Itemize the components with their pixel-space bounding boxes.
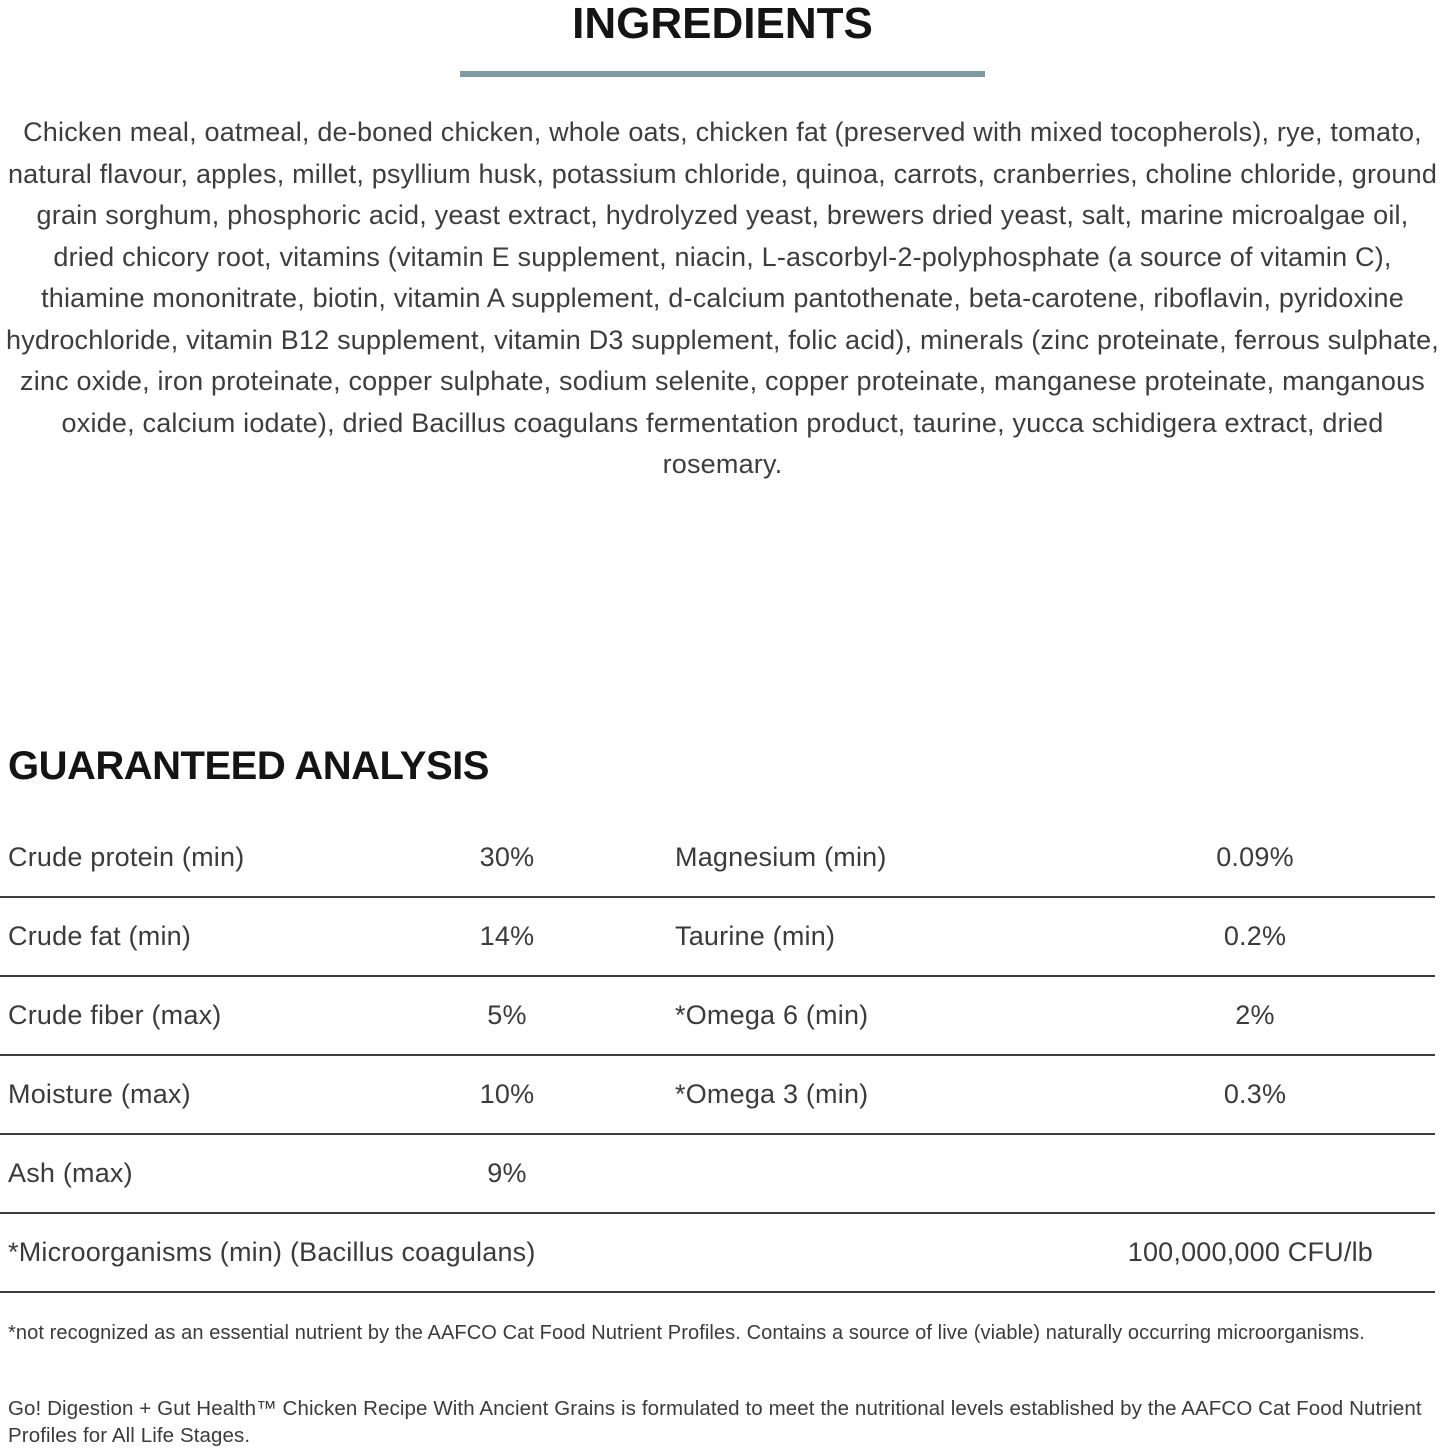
- nutrient-label: *Omega 6 (min): [675, 999, 869, 1030]
- nutrient-value: 2%: [1235, 999, 1275, 1030]
- nutrient-value: 5%: [487, 999, 527, 1030]
- ingredients-list-text: Chicken meal, oatmeal, de-boned chicken, whole oats, chicken fat (preserved with mixed tocopherols), rye, tomato, natural flavour, apples, millet, psyllium husk, potassium chloride, quinoa, carrots, cranberries, choline chloride, ground grain sorghum, phosphoric acid, yeast extract, hydrolyzed yeast, brewers dried yeast, salt, marine microalgae oil, dried chicory root, vitamins (vitamin E supplement, niacin, L-ascorbyl-2-polyphosphate (a source of vitamin C), thiamine mononitrate, biotin, vitamin A supplement, d-calcium pantothenate, beta-carotene, riboflavin, pyridoxine hydrochloride, vitamin B12 supplement, vitamin D3 supplement, folic acid), minerals (zinc proteinate, ferrous sulphate, zinc oxide, iron proteinate, copper sulphate, sodium selenite, copper proteinate, manganese proteinate, manganous oxide, calcium iodate), dried Bacillus coagulans fermentation product, taurine, yucca schidigera extract, dried rosemary.: [6, 117, 1439, 479]
- nutrient-value: 30%: [479, 841, 535, 872]
- guaranteed-analysis-table: [0, 819, 1435, 1293]
- nutrient-label: Magnesium (min): [675, 841, 887, 872]
- aafco-statement: Go! Digestion + Gut Health™ Chicken Recipe With Ancient Grains is formulated to meet the nutritional levels established by the AAFCO Cat Food Nutrient Profiles for All Life Stages.: [8, 1396, 1422, 1447]
- nutrient-value: 0.09%: [1216, 841, 1294, 872]
- nutrient-value: 100,000,000 CFU/lb: [1127, 1236, 1373, 1267]
- table-row: [0, 819, 1435, 898]
- nutrient-value: 14%: [479, 920, 535, 951]
- table-row: [0, 898, 1435, 977]
- table-row: [0, 1135, 1435, 1214]
- nutrient-label: Crude fat (min): [8, 920, 192, 951]
- nutrient-value: 10%: [479, 1078, 535, 1109]
- nutrient-value: 0.2%: [1223, 920, 1287, 951]
- ingredients-title: INGREDIENTS: [572, 0, 873, 48]
- nutrient-label: Ash (max): [8, 1157, 133, 1188]
- nutrient-value: 9%: [487, 1157, 527, 1188]
- nutrient-label: Taurine (min): [675, 920, 836, 951]
- nutrient-label: Moisture (max): [8, 1078, 191, 1109]
- asterisk-footnote: *not recognized as an essential nutrient by the AAFCO Cat Food Nutrient Profiles. Contains a source of live (viable) naturally occurring microorganisms.: [8, 1321, 1365, 1344]
- nutrient-value: 0.3%: [1223, 1078, 1287, 1109]
- nutrient-label: *Microorganisms (min) (Bacillus coagulans): [8, 1236, 536, 1267]
- nutrient-label: Crude fiber (max): [8, 999, 222, 1030]
- guaranteed-analysis-title: GUARANTEED ANALYSIS: [8, 743, 489, 788]
- title-underline-accent: [460, 71, 985, 77]
- table-row-microorganisms: [0, 1214, 1435, 1293]
- table-row: [0, 1056, 1435, 1135]
- nutrient-label: Crude protein (min): [8, 841, 245, 872]
- nutrient-label: *Omega 3 (min): [675, 1078, 869, 1109]
- table-row: [0, 977, 1435, 1056]
